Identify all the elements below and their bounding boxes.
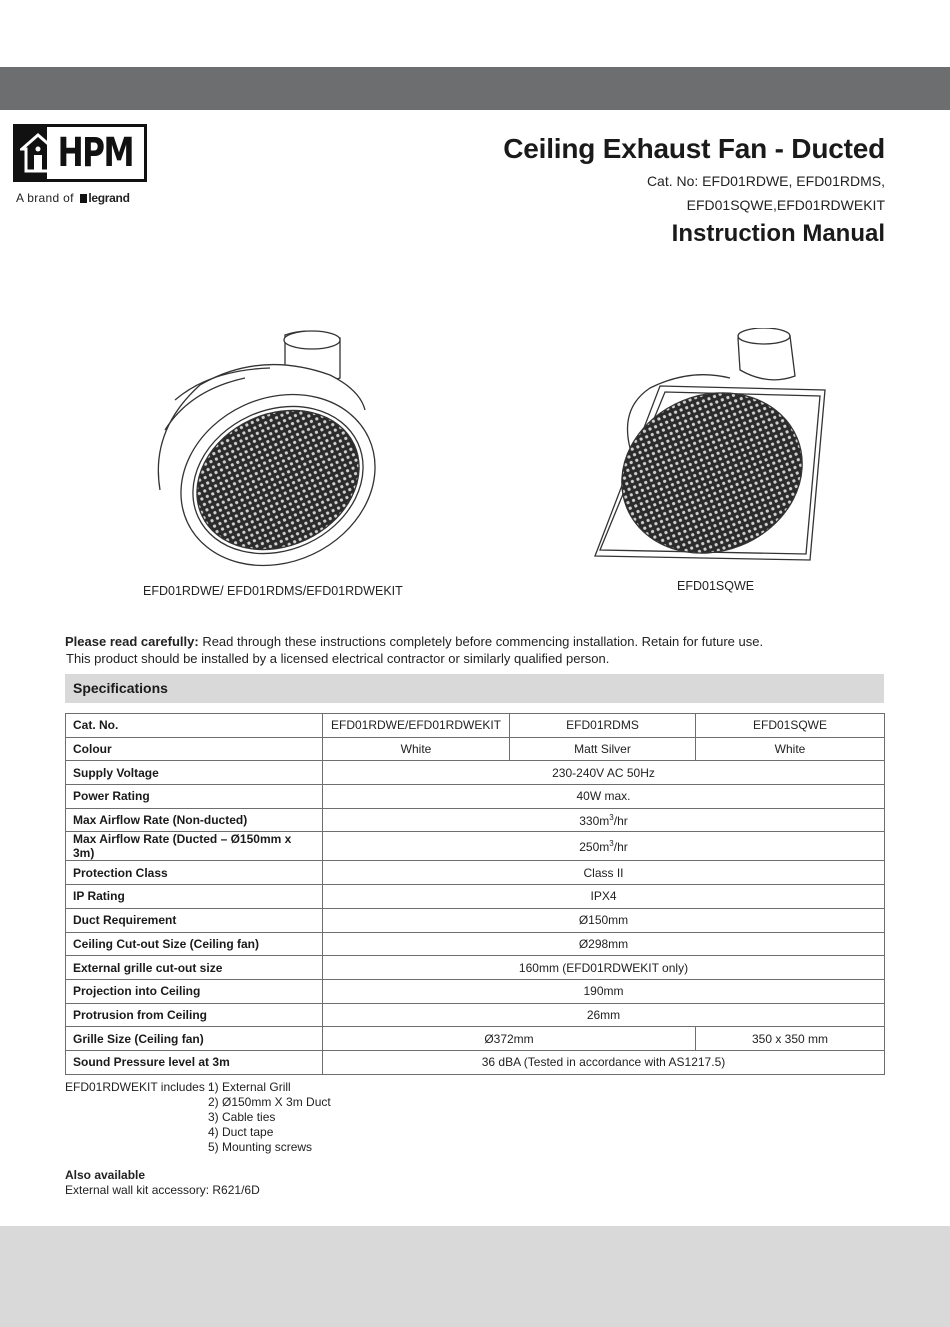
table-cell: 26mm <box>323 1003 885 1027</box>
row-label: Max Airflow Rate (Ducted – Ø150mm x 3m) <box>66 832 323 861</box>
table-cell <box>323 808 885 832</box>
table-cell: Ø372mm <box>323 1027 696 1051</box>
document-subtitle: Instruction Manual <box>671 220 885 247</box>
table-row <box>66 832 885 861</box>
airflow-value: 330m <box>579 813 610 828</box>
table-cell: 36 dBA (Tested in accordance with AS1217.5) <box>323 1050 885 1074</box>
table-cell: Ø298mm <box>323 932 885 956</box>
logo-text: HPM <box>58 130 134 176</box>
table-cell: EFD01SQWE <box>696 714 885 738</box>
table-row <box>66 1003 885 1027</box>
table-row <box>66 761 885 785</box>
specifications-heading-bar <box>65 674 884 703</box>
row-label: Duct Requirement <box>66 908 323 932</box>
table-cell: 230-240V AC 50Hz <box>323 761 885 785</box>
kit-items <box>208 1080 408 1155</box>
airflow-unit: /hr <box>613 813 628 828</box>
square-fan-caption: EFD01SQWE <box>677 579 755 593</box>
round-fan-illustration <box>150 330 390 575</box>
table-cell: 190mm <box>323 979 885 1003</box>
row-label: Max Airflow Rate (Non-ducted) <box>66 808 323 832</box>
list-item: 5) Mounting screws <box>208 1140 313 1154</box>
notice-lead: Please read carefully: <box>65 634 199 649</box>
row-label: Protection Class <box>66 861 323 885</box>
row-label: Ceiling Cut-out Size (Ceiling fan) <box>66 932 323 956</box>
notice-line2: This product should be installed by a licensed electrical contractor or similarly qualified person. <box>66 651 610 666</box>
also-available-heading: Also available <box>65 1168 146 1182</box>
row-label: Grille Size (Ceiling fan) <box>66 1027 323 1051</box>
table-row <box>66 885 885 909</box>
specifications-table <box>65 713 885 1075</box>
table-row <box>66 861 885 885</box>
table-cell <box>323 832 885 861</box>
row-label: Cat. No. <box>66 714 323 738</box>
row-label: Colour <box>66 737 323 761</box>
row-label: Power Rating <box>66 785 323 809</box>
brand-line <box>16 191 130 205</box>
round-fan-caption: EFD01RDWE/ EFD01RDMS/EFD01RDWEKIT <box>143 584 403 598</box>
row-label: Supply Voltage <box>66 761 323 785</box>
row-label: IP Rating <box>66 885 323 909</box>
list-item: 4) Duct tape <box>208 1125 274 1139</box>
table-cell: Matt Silver <box>510 737 696 761</box>
row-label: External grille cut-out size <box>66 956 323 980</box>
table-cell: EFD01RDWE/EFD01RDWEKIT <box>323 714 510 738</box>
airflow-superscript: 3 <box>609 838 614 848</box>
table-cell: White <box>696 737 885 761</box>
catalogue-numbers-line2: EFD01SQWE,EFD01RDWEKIT <box>686 197 885 213</box>
row-label: Sound Pressure level at 3m <box>66 1050 323 1074</box>
row-label: Protrusion from Ceiling <box>66 1003 323 1027</box>
table-cell: 160mm (EFD01RDWEKIT only) <box>323 956 885 980</box>
table-cell: Class II <box>323 861 885 885</box>
kit-label: EFD01RDWEKIT includes : <box>65 1080 212 1094</box>
list-item: 3) Cable ties <box>208 1110 276 1124</box>
table-row <box>66 808 885 832</box>
airflow-value: 250m <box>579 839 610 854</box>
read-carefully-notice <box>65 633 895 667</box>
top-banner <box>0 67 950 110</box>
table-row <box>66 908 885 932</box>
table-cell: 350 x 350 mm <box>696 1027 885 1051</box>
brand-prefix: A brand of <box>16 191 74 205</box>
list-item: 1) External Grill <box>208 1080 291 1094</box>
also-available-text: External wall kit accessory: R621/6D <box>65 1183 260 1197</box>
specifications-heading: Specifications <box>73 680 168 696</box>
table-cell: EFD01RDMS <box>510 714 696 738</box>
list-item: 2) Ø150mm X 3m Duct <box>208 1095 331 1109</box>
row-label: Projection into Ceiling <box>66 979 323 1003</box>
bottom-banner <box>0 1226 950 1327</box>
catalogue-numbers-line1: Cat. No: EFD01RDWE, EFD01RDMS, <box>646 173 885 189</box>
table-row <box>66 785 885 809</box>
table-row <box>66 1027 885 1051</box>
table-row <box>66 737 885 761</box>
table-cell: IPX4 <box>323 885 885 909</box>
brand-name: legrand <box>88 191 130 205</box>
table-cell: 40W max. <box>323 785 885 809</box>
also-available <box>65 1168 260 1198</box>
airflow-superscript: 3 <box>609 812 614 822</box>
hpm-logo <box>13 124 147 182</box>
airflow-unit: /hr <box>613 839 628 854</box>
table-cell: Ø150mm <box>323 908 885 932</box>
legrand-logo-icon <box>80 194 87 203</box>
table-row <box>66 1050 885 1074</box>
notice-line1: Read through these instructions completely before commencing installation. Retain for future use. <box>198 634 764 649</box>
table-cell: White <box>323 737 510 761</box>
square-fan-illustration <box>590 328 835 573</box>
table-row <box>66 979 885 1003</box>
table-row <box>66 956 885 980</box>
table-row <box>66 714 885 738</box>
table-row <box>66 932 885 956</box>
house-logo-icon <box>16 127 47 179</box>
document-title: Ceiling Exhaust Fan - Ducted <box>503 133 885 164</box>
kit-contents <box>65 1080 331 1154</box>
